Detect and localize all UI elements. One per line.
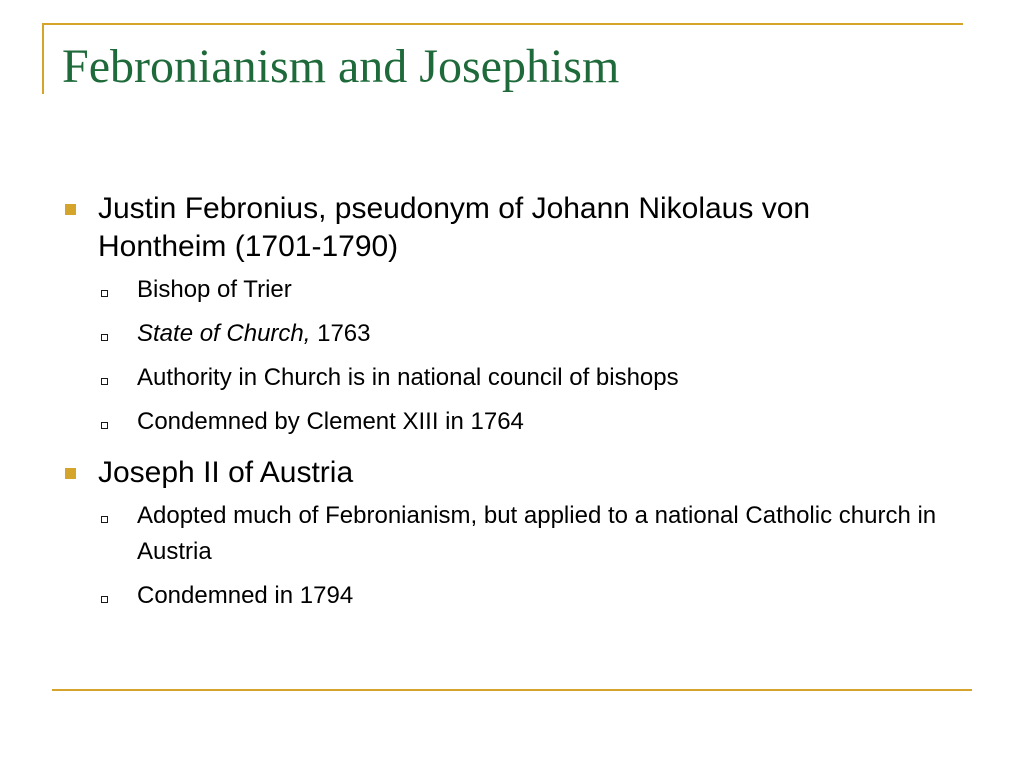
sub-bullet-text: Authority in Church is in national council of bishops	[137, 364, 679, 391]
sub-bullet-item	[64, 316, 944, 352]
hollow-square-icon	[101, 516, 108, 523]
sub-bullet-text: Condemned in 1794	[137, 582, 354, 609]
sub-bullet-item	[64, 360, 944, 396]
sub-bullet-item	[64, 272, 944, 308]
sub-bullet-text: Bishop of Trier	[137, 276, 292, 303]
sub-bullet-item	[64, 498, 944, 570]
sub-bullet-year: 1763	[310, 320, 371, 347]
bullet-text: Justin Febronius, pseudonym of Johann Nikolaus von Hontheim (1701-1790)	[98, 192, 811, 263]
square-bullet-icon	[65, 468, 76, 479]
hollow-square-icon	[101, 422, 108, 429]
slide-title: Febronianism and Josephism	[62, 40, 620, 93]
sub-bullet-text	[137, 320, 371, 347]
hollow-square-icon	[101, 334, 108, 341]
slide-content	[64, 190, 944, 622]
square-bullet-icon	[65, 204, 76, 215]
left-frame-line	[42, 23, 44, 94]
sub-bullet-list	[64, 272, 944, 440]
sub-bullet-item	[64, 404, 944, 440]
bullet-item	[64, 190, 944, 266]
sub-bullet-list	[64, 498, 944, 614]
sub-bullet-text: Adopted much of Febronianism, but applied to a national Catholic church in Austria	[137, 502, 937, 565]
sub-bullet-item	[64, 578, 944, 614]
sub-bullet-text: Condemned by Clement XIII in 1764	[137, 408, 524, 435]
hollow-square-icon	[101, 290, 108, 297]
hollow-square-icon	[101, 596, 108, 603]
top-frame-line	[42, 23, 963, 25]
bottom-frame-line	[52, 689, 972, 691]
hollow-square-icon	[101, 378, 108, 385]
italic-work-title: State of Church,	[137, 320, 311, 347]
bullet-text: Joseph II of Austria	[98, 456, 354, 489]
bullet-item	[64, 454, 944, 492]
